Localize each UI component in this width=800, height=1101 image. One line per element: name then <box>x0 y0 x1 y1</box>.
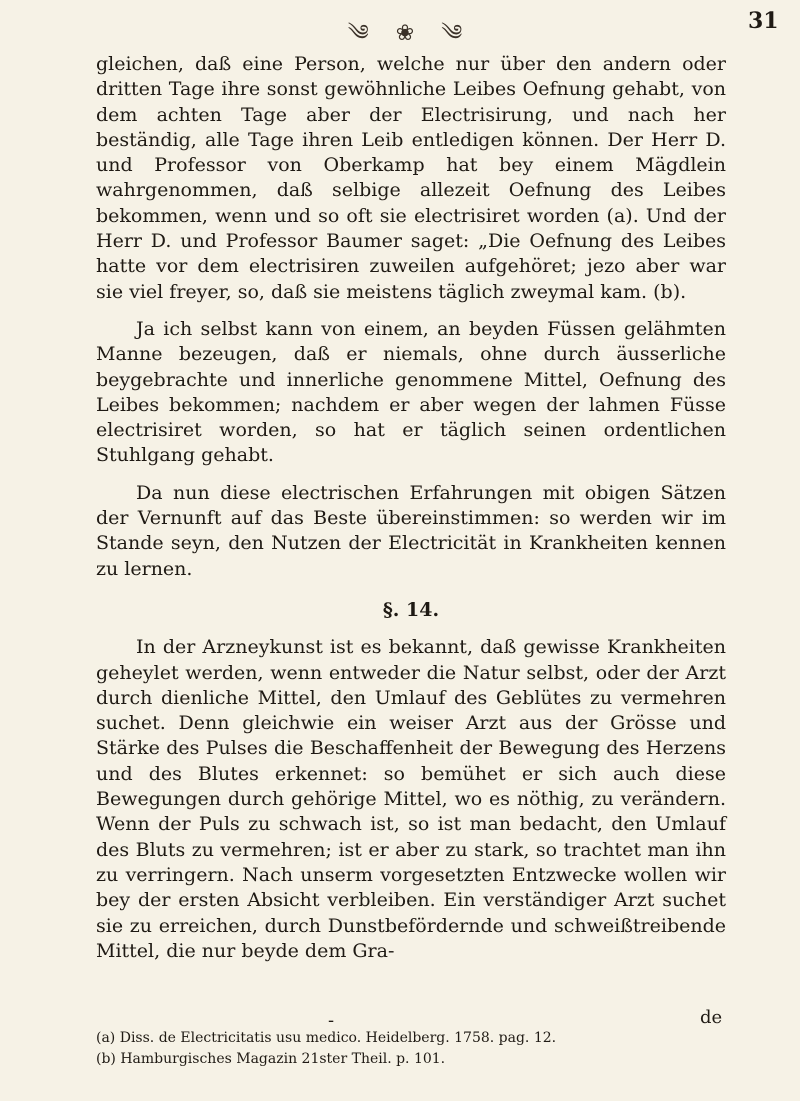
catchword: de <box>700 1007 723 1028</box>
margin-mark: - <box>328 1010 335 1031</box>
section-paragraph: In der Arzneykunst ist es bekannt, daß gewisse Krankheiten geheylet werden, wenn entweder die Natur selbst, oder der Arzt durch dienliche Mittel, den Umlauf des Geblütes zu vermehren suchet. Denn gleichwie ein weiser Arzt aus der Grösse und Stärke des Pulses die Beschaffenheit der Bewegung des Herzens und des Blutes erkennet: so bemühet er sich auch diese Bewegungen durch gehörige Mittel, wo es nöthig, zu verändern. Wenn der Puls zu schwach ist, so ist man bedacht, den Umlauf des Bluts zu vermehren; ist er aber zu stark, so trachtet man ihn zu verringern. Nach unserm vorgesetzten Entzwecke wollen wir bey der ersten Absicht verbleiben. Ein verständiger Arzt suchet sie zu erreichen, durch Dunstbefördernde und schweißtreibende Mittel, die nur beyde dem Gra- <box>96 636 726 962</box>
paragraph-continuation: gleichen, daß eine Person, welche nur über den andern oder dritten Tage ihre sonst gewöhnliche Leibes Oefnung gehabt, von dem achten Tage aber der Electrisirung, und nach her beständig, alle Tage ihren Leib entledigen können. Der Herr D. und Professor von Oberkamp hat bey einem Mägdlein wahrgenommen, daß selbige allezeit Oefnung des Leibes bekommen, wenn und so oft sie electrisiret worden (a). Und der Herr D. und Professor Baumer saget: „Die Oefnung des Leibes hatte vor dem electrisiren zuweilen aufgehöret; jezo aber war sie viel freyer, so, daß sie meistens täglich zweymal kam. (b). <box>96 53 726 303</box>
header-ornament: ༄ ❀ ༄ <box>347 21 473 46</box>
footnote-b: (b) Hamburgisches Magazin 21ster Theil. p. 101. <box>96 1051 446 1067</box>
paragraph-testimony: Ja ich selbst kann von einem, an beyden Füssen gelähmten Manne bezeugen, daß er niemals, ohne durch äusserliche beygebrachte und innerliche genommene Mittel, Oefnung des Leibes bekommen; nachdem er aber wegen der lahmen Füsse electrisiret worden, so hat er täglich seinen ordentlichen Stuhlgang gehabt. <box>96 317 726 467</box>
paragraph-conclusion: Da nun diese electrischen Erfahrungen mit obigen Sätzen der Vernunft auf das Beste übereinstimmen: so werden wir im Stande seyn, den Nutzen der Electricität in Krankheiten kennen zu lernen. <box>96 481 726 580</box>
footnote-a: (a) Diss. de Electricitatis usu medico. Heidelberg. 1758. pag. 12. <box>96 1030 557 1046</box>
page-number: 31 <box>748 8 779 34</box>
section-heading: §. 14. <box>382 598 440 621</box>
body-text <box>96 52 726 964</box>
footnotes <box>96 1028 736 1070</box>
